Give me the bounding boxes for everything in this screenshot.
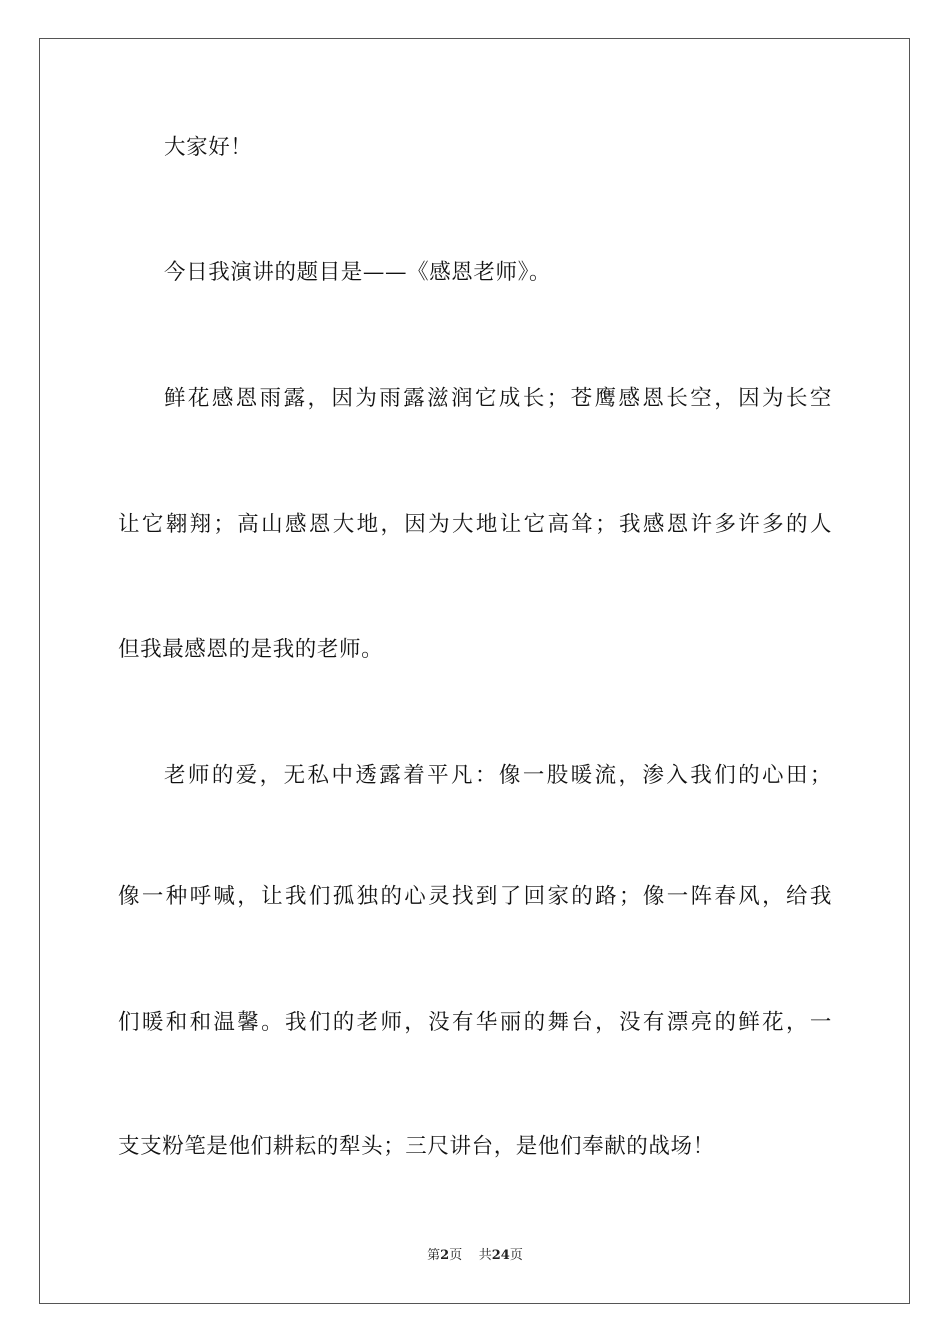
text-line-greeting: 大家好！	[164, 135, 253, 160]
text-line-paragraph-1: 鲜花感恩雨露，因为雨露滋润它成长；苍鹰感恩长空，因为长空	[164, 386, 832, 411]
text-line-paragraph-2: 老师的爱，无私中透露着平凡：像一股暖流，渗入我们的心田；	[164, 763, 832, 788]
text-line-paragraph-1-cont: 让它翱翔；高山感恩大地，因为大地让它高耸；我感恩许多许多的人	[118, 512, 832, 537]
text-line-paragraph-2-cont-2: 们暖和和温馨。我们的老师，没有华丽的舞台，没有漂亮的鲜花，一	[118, 1010, 832, 1035]
footer-page-suffix: 页	[449, 1248, 463, 1263]
footer-total-prefix: 共	[478, 1248, 492, 1263]
text-line-paragraph-1-end: 但我最感恩的是我的老师。	[118, 637, 384, 662]
footer-total-pages: 24	[491, 1248, 510, 1263]
page-footer	[0, 1247, 950, 1265]
footer-page-number: 2	[440, 1248, 450, 1263]
footer-total-suffix: 页	[509, 1248, 523, 1263]
page-border	[39, 38, 910, 1304]
text-line-paragraph-2-end: 支支粉笔是他们耕耘的犁头；三尺讲台，是他们奉献的战场！	[118, 1134, 715, 1159]
text-line-title: 今日我演讲的题目是——《感恩老师》。	[164, 260, 552, 285]
text-line-paragraph-2-cont-1: 像一种呼喊，让我们孤独的心灵找到了回家的路；像一阵春风，给我	[118, 884, 832, 909]
footer-page-prefix: 第	[427, 1248, 441, 1263]
